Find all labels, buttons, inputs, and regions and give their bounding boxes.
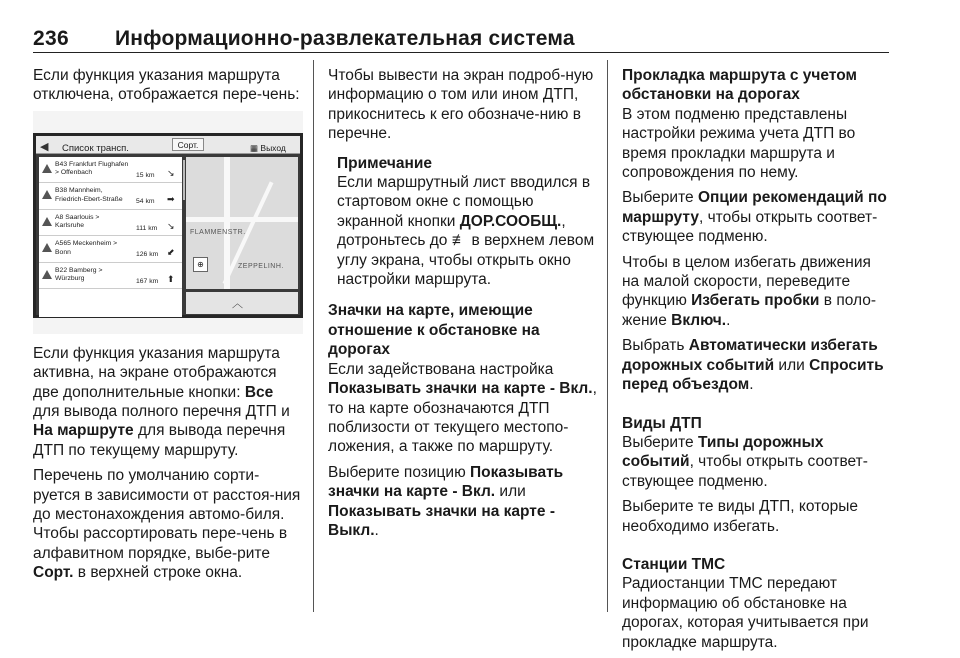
paragraph	[622, 253, 892, 331]
map-road	[186, 217, 298, 222]
text: или	[774, 356, 810, 374]
text: Выберите позицию	[328, 463, 471, 481]
text: .	[749, 376, 754, 394]
text: Выберите	[622, 433, 698, 451]
exit-button	[250, 139, 286, 158]
text-bold: Типы дорожных событий	[622, 433, 824, 471]
text-bold: Спросить перед объездом	[622, 356, 884, 394]
paragraph	[622, 433, 892, 491]
warning-icon	[42, 190, 52, 199]
text: .	[374, 521, 379, 539]
direction-arrow-icon: ⬆	[167, 273, 175, 284]
note-title: Примечание	[337, 154, 432, 172]
route-label: A8 Saarlouis > Karlsruhe	[55, 213, 100, 230]
map-street-label: FLAMMENSTR.	[190, 228, 246, 236]
route-label: B43 Frankfurt Flughafen > Offenbach	[55, 160, 129, 177]
warning-icon	[42, 164, 52, 173]
warning-icon	[42, 217, 52, 226]
column-3	[622, 66, 892, 658]
text-bold: На маршруте	[33, 422, 134, 440]
compass-icon: ⊕	[193, 257, 208, 272]
text: , то на карте обозначаются ДТП поблизости от текущего местопо-ложения, а также по маршруту.	[328, 380, 597, 456]
direction-arrow-icon: ➡	[167, 194, 175, 205]
list-item	[39, 236, 182, 263]
text: Если маршрутный лист вводился в стартовом окне с помощью экранной кнопки	[337, 174, 591, 230]
column-divider	[313, 60, 314, 612]
paragraph	[622, 188, 892, 246]
warning-icon	[42, 270, 52, 279]
exit-label: Выход	[260, 142, 286, 153]
list-item	[39, 157, 182, 184]
section-heading: Прокладка маршрута с учетом обстановки на дорогах	[622, 67, 857, 104]
paragraph: Выберите те виды ДТП, которые необходимо избегать.	[622, 498, 859, 535]
page-number: 236	[33, 27, 69, 50]
map-place-label: ZEPPELINH.	[238, 262, 284, 270]
paragraph: Если функция указания маршрута отключена, отображается пере-чень:	[33, 67, 300, 104]
distance-label: 54 km	[136, 198, 155, 206]
screen-title: Список трансп.	[62, 142, 129, 154]
note-text	[337, 173, 598, 289]
route-label: A565 Meckenheim > Bonn	[55, 240, 118, 256]
column-1	[33, 66, 303, 589]
paragraph	[33, 344, 303, 460]
map-view	[186, 157, 298, 289]
text-bold: Включ.	[671, 311, 727, 329]
paragraph	[33, 466, 303, 582]
screen-frame	[33, 133, 303, 318]
text: Выберите	[622, 189, 698, 207]
text: Если задействована настройка	[328, 360, 554, 378]
text: , чтобы открыть соответ-ствующее подменю.	[622, 208, 878, 246]
route-label: B22 Bamberg > Würzburg	[55, 266, 103, 283]
text-bold: Показывать значки на карте - Выкл.	[328, 502, 555, 539]
exit-icon: ▦	[250, 142, 261, 153]
distance-label: 15 km	[136, 171, 155, 179]
list-item	[39, 263, 182, 290]
text: Выбрать	[622, 337, 689, 355]
section-heading: Виды ДТП	[622, 414, 702, 432]
paragraph: Чтобы вывести на экран подроб-ную информацию о том или ином ДТП, прикоснитесь к его обозначе-нию в перечне.	[328, 67, 594, 143]
distance-label: 167 km	[136, 277, 159, 285]
warning-icon	[42, 243, 52, 252]
text: для вывода перечня ДТП по текущему маршруту.	[33, 422, 286, 459]
page-header	[33, 27, 889, 53]
distance-label: 111 km	[136, 224, 158, 232]
text: Перечень по умолчанию сорти-руется в зависимости от расстоя-ния до местонахождения автомо-биля. Чтобы рассортировать пере-чень в алфавитном порядке, выбе-рите	[33, 467, 301, 562]
text: в верхней строке окна.	[73, 564, 243, 582]
traffic-list	[39, 157, 182, 317]
text: .	[726, 311, 731, 329]
paragraph	[328, 463, 598, 541]
section-heading: Значки на карте, имеющие отношение к обстановке на дорогах	[328, 302, 540, 359]
section-heading: Станции TMC	[622, 555, 726, 573]
chevron-up-icon: ︿	[232, 297, 243, 310]
paragraph: Радиостанции TMC передают информацию об обстановке на дорогах, которая учитывается при прокладке маршрута.	[622, 575, 869, 651]
column-divider	[607, 60, 608, 612]
text-bold: Опции рекомендаций по маршруту	[622, 189, 887, 226]
text-bold: Все	[244, 383, 274, 401]
note-block	[337, 154, 598, 290]
traffic-list-screenshot	[33, 111, 303, 334]
text-bold: ДОР.СООБЩ.	[459, 212, 562, 230]
text-bold: Избегать пробки	[691, 292, 820, 310]
direction-arrow-icon: ↘	[167, 167, 175, 178]
paragraph	[622, 336, 892, 394]
back-arrow-icon: ◀	[40, 140, 49, 153]
text: , дотроньтесь до	[337, 212, 566, 250]
route-label: B38 Mannheim, Friedrich-Ebert-Straße	[55, 187, 123, 203]
paragraph	[328, 360, 598, 457]
text: Если функция указания маршрута активна, на экране отображаются две дополнительные кнопки:	[33, 344, 280, 401]
text-bold: Сорт.	[33, 564, 74, 582]
text: для вывода полного перечня ДТП и	[33, 403, 290, 421]
menu-icon: ≢	[451, 232, 468, 250]
paragraph: В этом подменю представлены настройки режима учета ДТП во время прокладки маршрута и сопровождения по нему.	[622, 105, 856, 182]
list-item	[39, 210, 182, 237]
map-bottom-bar	[186, 292, 298, 314]
text: в верхнем левом углу экрана, чтобы открыть окно настройки маршрута.	[337, 232, 595, 289]
direction-arrow-icon: ⬋	[167, 247, 175, 258]
list-scrollbar	[183, 160, 185, 200]
sort-button: Сорт.	[172, 138, 204, 151]
screen-header	[36, 136, 300, 154]
page-title: Информационно-развлекательная система	[115, 27, 575, 50]
text-bold: Автоматически избегать дорожных событий	[622, 337, 878, 374]
text: Чтобы в целом избегать движения на малой скорости, переведите функцию	[622, 253, 871, 310]
text-bold: Показывать значки на карте - Вкл.	[328, 380, 593, 398]
text: в поло-жение	[622, 292, 876, 329]
text-bold: Показывать значки на карте - Вкл.	[328, 463, 564, 501]
list-item	[39, 183, 182, 210]
text: или	[495, 483, 526, 501]
direction-arrow-icon: ↘	[167, 220, 175, 231]
distance-label: 126 km	[136, 251, 159, 259]
column-2	[328, 66, 598, 546]
text: , чтобы открыть соответ-ствующее подменю.	[622, 453, 868, 490]
